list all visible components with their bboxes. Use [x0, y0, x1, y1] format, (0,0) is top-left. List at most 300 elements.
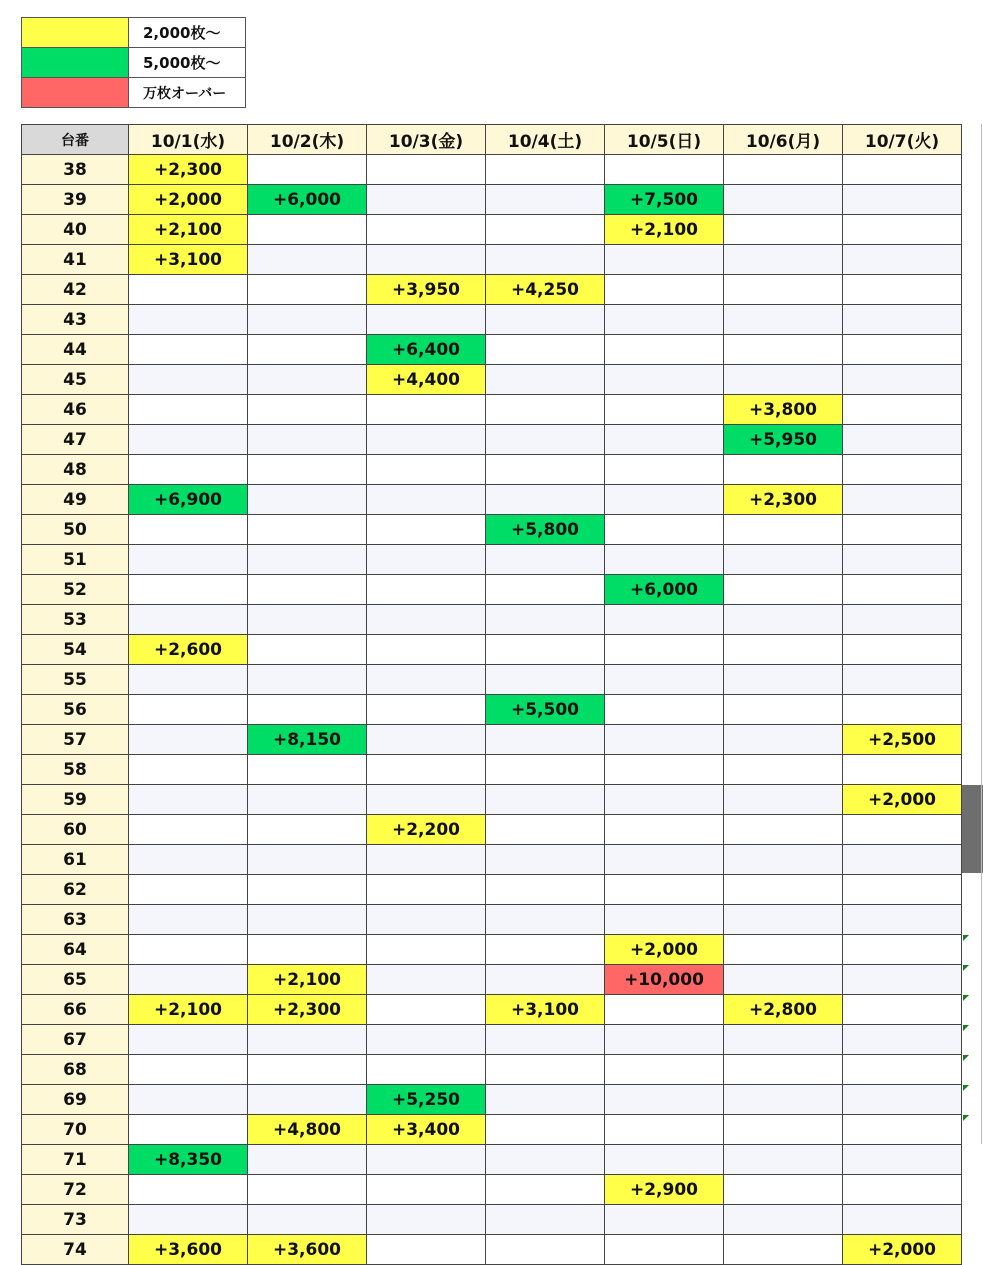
- result-cell[interactable]: [605, 1085, 724, 1115]
- result-cell[interactable]: [605, 605, 724, 635]
- result-cell[interactable]: [843, 1145, 962, 1175]
- result-cell[interactable]: [843, 395, 962, 425]
- result-cell[interactable]: [129, 785, 248, 815]
- machine-number[interactable]: 62: [22, 875, 129, 905]
- machine-number[interactable]: 60: [22, 815, 129, 845]
- machine-number[interactable]: 64: [22, 935, 129, 965]
- machine-number[interactable]: 43: [22, 305, 129, 335]
- result-cell[interactable]: [605, 365, 724, 395]
- result-cell[interactable]: [248, 1175, 367, 1205]
- result-cell[interactable]: [367, 845, 486, 875]
- result-cell[interactable]: [129, 305, 248, 335]
- result-cell[interactable]: [486, 215, 605, 245]
- result-cell[interactable]: +8,350: [129, 1145, 248, 1175]
- result-cell[interactable]: [486, 1055, 605, 1085]
- result-cell[interactable]: [486, 815, 605, 845]
- result-cell[interactable]: [486, 755, 605, 785]
- machine-number[interactable]: 63: [22, 905, 129, 935]
- result-cell[interactable]: [843, 155, 962, 185]
- result-cell[interactable]: [843, 245, 962, 275]
- result-cell[interactable]: [843, 635, 962, 665]
- result-cell[interactable]: [248, 935, 367, 965]
- result-cell[interactable]: [843, 665, 962, 695]
- result-cell[interactable]: +2,600: [129, 635, 248, 665]
- result-cell[interactable]: [724, 1145, 843, 1175]
- result-cell[interactable]: [843, 1055, 962, 1085]
- result-cell[interactable]: [605, 305, 724, 335]
- result-cell[interactable]: [724, 455, 843, 485]
- result-cell[interactable]: [605, 485, 724, 515]
- result-cell[interactable]: [724, 215, 843, 245]
- result-cell[interactable]: [486, 395, 605, 425]
- result-cell[interactable]: [248, 635, 367, 665]
- result-cell[interactable]: [605, 755, 724, 785]
- result-cell[interactable]: +10,000: [605, 965, 724, 995]
- machine-number[interactable]: 67: [22, 1025, 129, 1055]
- result-cell[interactable]: [129, 545, 248, 575]
- result-cell[interactable]: [129, 845, 248, 875]
- result-cell[interactable]: [486, 545, 605, 575]
- result-cell[interactable]: [605, 845, 724, 875]
- result-cell[interactable]: [486, 665, 605, 695]
- machine-number[interactable]: 49: [22, 485, 129, 515]
- result-cell[interactable]: [367, 605, 486, 635]
- machine-number[interactable]: 40: [22, 215, 129, 245]
- result-cell[interactable]: +4,800: [248, 1115, 367, 1145]
- result-cell[interactable]: +3,100: [486, 995, 605, 1025]
- result-cell[interactable]: [724, 1025, 843, 1055]
- result-cell[interactable]: [367, 1235, 486, 1265]
- result-cell[interactable]: [486, 575, 605, 605]
- result-cell[interactable]: [724, 545, 843, 575]
- machine-number[interactable]: 56: [22, 695, 129, 725]
- result-cell[interactable]: [129, 515, 248, 545]
- result-cell[interactable]: [129, 605, 248, 635]
- machine-number[interactable]: 53: [22, 605, 129, 635]
- machine-number[interactable]: 59: [22, 785, 129, 815]
- result-cell[interactable]: [129, 455, 248, 485]
- result-cell[interactable]: [724, 605, 843, 635]
- result-cell[interactable]: [486, 485, 605, 515]
- result-cell[interactable]: [486, 335, 605, 365]
- result-cell[interactable]: +4,400: [367, 365, 486, 395]
- result-cell[interactable]: [843, 365, 962, 395]
- result-cell[interactable]: [486, 365, 605, 395]
- result-cell[interactable]: [724, 875, 843, 905]
- result-cell[interactable]: [129, 875, 248, 905]
- machine-number[interactable]: 45: [22, 365, 129, 395]
- result-cell[interactable]: +6,400: [367, 335, 486, 365]
- result-cell[interactable]: [248, 485, 367, 515]
- machine-number[interactable]: 42: [22, 275, 129, 305]
- result-cell[interactable]: [605, 1205, 724, 1235]
- result-cell[interactable]: [486, 155, 605, 185]
- result-cell[interactable]: +3,950: [367, 275, 486, 305]
- result-cell[interactable]: [486, 1175, 605, 1205]
- result-cell[interactable]: [486, 725, 605, 755]
- result-cell[interactable]: [724, 1115, 843, 1145]
- result-cell[interactable]: +3,400: [367, 1115, 486, 1145]
- result-cell[interactable]: +2,000: [843, 1235, 962, 1265]
- result-cell[interactable]: [367, 395, 486, 425]
- result-cell[interactable]: [486, 965, 605, 995]
- result-cell[interactable]: [486, 935, 605, 965]
- result-cell[interactable]: [367, 425, 486, 455]
- result-cell[interactable]: [843, 875, 962, 905]
- result-cell[interactable]: [486, 245, 605, 275]
- result-cell[interactable]: [367, 185, 486, 215]
- machine-number[interactable]: 69: [22, 1085, 129, 1115]
- result-cell[interactable]: [605, 905, 724, 935]
- table-row: [22, 695, 962, 725]
- result-cell[interactable]: [843, 275, 962, 305]
- result-cell[interactable]: [724, 305, 843, 335]
- result-cell[interactable]: [605, 1115, 724, 1145]
- result-cell[interactable]: [129, 935, 248, 965]
- machine-number[interactable]: 41: [22, 245, 129, 275]
- result-cell[interactable]: [843, 815, 962, 845]
- result-cell[interactable]: +2,100: [129, 995, 248, 1025]
- result-cell[interactable]: [724, 1085, 843, 1115]
- scrollbar-thumb[interactable]: [962, 785, 983, 873]
- result-cell[interactable]: [724, 155, 843, 185]
- machine-number[interactable]: 50: [22, 515, 129, 545]
- result-cell[interactable]: +6,900: [129, 485, 248, 515]
- result-cell[interactable]: [486, 425, 605, 455]
- result-cell[interactable]: [129, 905, 248, 935]
- result-cell[interactable]: [843, 605, 962, 635]
- result-cell[interactable]: [129, 815, 248, 845]
- result-cell[interactable]: [486, 1145, 605, 1175]
- result-cell[interactable]: [486, 905, 605, 935]
- result-cell[interactable]: [367, 245, 486, 275]
- result-cell[interactable]: +8,150: [248, 725, 367, 755]
- machine-number[interactable]: 55: [22, 665, 129, 695]
- machine-number[interactable]: 65: [22, 965, 129, 995]
- result-cell[interactable]: [129, 1055, 248, 1085]
- result-cell[interactable]: [486, 185, 605, 215]
- result-cell[interactable]: [248, 755, 367, 785]
- result-cell[interactable]: [367, 785, 486, 815]
- machine-number[interactable]: 38: [22, 155, 129, 185]
- result-cell[interactable]: [843, 1115, 962, 1145]
- result-cell[interactable]: [724, 695, 843, 725]
- result-cell[interactable]: [248, 425, 367, 455]
- result-cell[interactable]: [843, 515, 962, 545]
- result-cell[interactable]: [248, 875, 367, 905]
- result-cell[interactable]: [724, 575, 843, 605]
- result-cell[interactable]: [367, 755, 486, 785]
- machine-number[interactable]: 54: [22, 635, 129, 665]
- result-cell[interactable]: [843, 215, 962, 245]
- result-cell[interactable]: [248, 275, 367, 305]
- machine-number[interactable]: 72: [22, 1175, 129, 1205]
- result-cell[interactable]: [486, 455, 605, 485]
- result-cell[interactable]: +2,000: [843, 785, 962, 815]
- result-cell[interactable]: [843, 305, 962, 335]
- result-cell[interactable]: [486, 845, 605, 875]
- machine-number[interactable]: 46: [22, 395, 129, 425]
- result-cell[interactable]: [129, 395, 248, 425]
- result-cell[interactable]: [605, 275, 724, 305]
- result-cell[interactable]: [248, 905, 367, 935]
- result-cell[interactable]: [248, 395, 367, 425]
- result-cell[interactable]: +5,250: [367, 1085, 486, 1115]
- result-cell[interactable]: [367, 905, 486, 935]
- result-cell[interactable]: [724, 935, 843, 965]
- result-cell[interactable]: [367, 635, 486, 665]
- result-cell[interactable]: [724, 515, 843, 545]
- machine-number[interactable]: 47: [22, 425, 129, 455]
- result-cell[interactable]: [129, 695, 248, 725]
- result-cell[interactable]: [129, 725, 248, 755]
- result-cell[interactable]: [843, 845, 962, 875]
- result-cell[interactable]: [129, 1115, 248, 1145]
- result-cell[interactable]: +6,000: [605, 575, 724, 605]
- result-cell[interactable]: +5,500: [486, 695, 605, 725]
- result-cell[interactable]: [605, 1055, 724, 1085]
- result-cell[interactable]: [486, 1025, 605, 1055]
- result-cell[interactable]: [605, 995, 724, 1025]
- result-cell[interactable]: [248, 815, 367, 845]
- result-cell[interactable]: [129, 365, 248, 395]
- result-cell[interactable]: [248, 515, 367, 545]
- result-cell[interactable]: [129, 665, 248, 695]
- result-cell[interactable]: [724, 1175, 843, 1205]
- result-cell[interactable]: [486, 1085, 605, 1115]
- result-cell[interactable]: [367, 1175, 486, 1205]
- result-cell[interactable]: [605, 1235, 724, 1265]
- result-cell[interactable]: [605, 395, 724, 425]
- result-cell[interactable]: [248, 155, 367, 185]
- machine-number[interactable]: 48: [22, 455, 129, 485]
- result-cell[interactable]: [367, 1205, 486, 1235]
- result-cell[interactable]: [724, 755, 843, 785]
- result-cell[interactable]: [367, 875, 486, 905]
- result-cell[interactable]: [129, 965, 248, 995]
- result-cell[interactable]: [843, 335, 962, 365]
- result-cell[interactable]: [843, 695, 962, 725]
- result-cell[interactable]: [248, 845, 367, 875]
- result-cell[interactable]: [248, 545, 367, 575]
- result-cell[interactable]: [367, 215, 486, 245]
- result-cell[interactable]: [367, 155, 486, 185]
- result-cell[interactable]: [248, 365, 367, 395]
- result-cell[interactable]: [129, 425, 248, 455]
- result-cell[interactable]: +2,900: [605, 1175, 724, 1205]
- vertical-scrollbar[interactable]: [962, 124, 983, 1265]
- result-cell[interactable]: [248, 1145, 367, 1175]
- machine-number[interactable]: 57: [22, 725, 129, 755]
- result-cell[interactable]: +2,000: [129, 185, 248, 215]
- result-cell[interactable]: [724, 665, 843, 695]
- result-cell[interactable]: [843, 575, 962, 605]
- result-cell[interactable]: [605, 695, 724, 725]
- result-cell[interactable]: +4,250: [486, 275, 605, 305]
- result-cell[interactable]: +2,800: [724, 995, 843, 1025]
- result-cell[interactable]: [843, 995, 962, 1025]
- result-cell[interactable]: [605, 875, 724, 905]
- result-cell[interactable]: [248, 1055, 367, 1085]
- result-cell[interactable]: [367, 725, 486, 755]
- result-cell[interactable]: [843, 1025, 962, 1055]
- result-cell[interactable]: [605, 245, 724, 275]
- table-row: [22, 305, 962, 335]
- result-cell[interactable]: [486, 605, 605, 635]
- result-cell[interactable]: [248, 665, 367, 695]
- result-cell[interactable]: [486, 1235, 605, 1265]
- result-cell[interactable]: [129, 1205, 248, 1235]
- result-cell[interactable]: [367, 485, 486, 515]
- result-cell[interactable]: [843, 755, 962, 785]
- result-cell[interactable]: [605, 815, 724, 845]
- result-cell[interactable]: +6,000: [248, 185, 367, 215]
- result-cell[interactable]: +7,500: [605, 185, 724, 215]
- result-cell[interactable]: [248, 1025, 367, 1055]
- result-cell[interactable]: [843, 905, 962, 935]
- result-cell[interactable]: +3,600: [129, 1235, 248, 1265]
- result-cell[interactable]: [367, 455, 486, 485]
- result-cell[interactable]: [724, 1235, 843, 1265]
- result-cell[interactable]: [724, 335, 843, 365]
- machine-number[interactable]: 66: [22, 995, 129, 1025]
- result-cell[interactable]: [248, 1085, 367, 1115]
- result-cell[interactable]: [843, 425, 962, 455]
- result-cell[interactable]: [248, 455, 367, 485]
- result-cell[interactable]: [605, 665, 724, 695]
- result-cell[interactable]: [724, 725, 843, 755]
- machine-number[interactable]: 73: [22, 1205, 129, 1235]
- result-cell[interactable]: [486, 785, 605, 815]
- result-cell[interactable]: [843, 965, 962, 995]
- result-cell[interactable]: [248, 785, 367, 815]
- result-cell[interactable]: [248, 245, 367, 275]
- result-cell[interactable]: [248, 1205, 367, 1235]
- result-cell[interactable]: [367, 695, 486, 725]
- result-cell[interactable]: [724, 785, 843, 815]
- machine-number[interactable]: 58: [22, 755, 129, 785]
- result-cell[interactable]: [843, 485, 962, 515]
- machine-number[interactable]: 74: [22, 1235, 129, 1265]
- result-cell[interactable]: [724, 1055, 843, 1085]
- result-cell[interactable]: [367, 545, 486, 575]
- result-cell[interactable]: [843, 185, 962, 215]
- result-cell[interactable]: +3,100: [129, 245, 248, 275]
- machine-number[interactable]: 70: [22, 1115, 129, 1145]
- machine-number[interactable]: 71: [22, 1145, 129, 1175]
- result-cell[interactable]: [248, 605, 367, 635]
- result-cell[interactable]: [367, 665, 486, 695]
- result-cell[interactable]: [129, 335, 248, 365]
- result-cell[interactable]: [248, 215, 367, 245]
- machine-number[interactable]: 51: [22, 545, 129, 575]
- result-cell[interactable]: [248, 305, 367, 335]
- result-cell[interactable]: [605, 635, 724, 665]
- result-cell[interactable]: [724, 185, 843, 215]
- result-cell[interactable]: +2,100: [129, 215, 248, 245]
- result-cell[interactable]: [724, 365, 843, 395]
- result-cell[interactable]: [367, 1145, 486, 1175]
- result-cell[interactable]: [486, 305, 605, 335]
- result-cell[interactable]: [248, 335, 367, 365]
- result-cell[interactable]: [843, 545, 962, 575]
- result-cell[interactable]: +2,300: [724, 485, 843, 515]
- result-cell[interactable]: [486, 1115, 605, 1145]
- result-cell[interactable]: [724, 1205, 843, 1235]
- result-cell[interactable]: [367, 995, 486, 1025]
- result-cell[interactable]: [129, 275, 248, 305]
- result-cell[interactable]: [605, 155, 724, 185]
- result-cell[interactable]: [843, 1205, 962, 1235]
- result-cell[interactable]: +2,100: [248, 965, 367, 995]
- result-cell[interactable]: [248, 695, 367, 725]
- result-cell[interactable]: +2,300: [248, 995, 367, 1025]
- result-cell[interactable]: +2,000: [605, 935, 724, 965]
- result-cell[interactable]: [724, 905, 843, 935]
- result-cell[interactable]: [367, 575, 486, 605]
- result-cell[interactable]: [367, 935, 486, 965]
- machine-number[interactable]: 44: [22, 335, 129, 365]
- result-cell[interactable]: [486, 1205, 605, 1235]
- result-cell[interactable]: [367, 965, 486, 995]
- result-cell[interactable]: +2,200: [367, 815, 486, 845]
- result-cell[interactable]: [367, 1025, 486, 1055]
- result-cell[interactable]: [724, 275, 843, 305]
- result-cell[interactable]: [129, 1175, 248, 1205]
- result-cell[interactable]: [129, 755, 248, 785]
- result-cell[interactable]: [367, 1055, 486, 1085]
- result-cell[interactable]: [605, 335, 724, 365]
- result-cell[interactable]: [843, 1175, 962, 1205]
- result-cell[interactable]: [724, 815, 843, 845]
- result-cell[interactable]: [605, 425, 724, 455]
- result-cell[interactable]: [486, 635, 605, 665]
- result-cell[interactable]: +3,800: [724, 395, 843, 425]
- result-cell[interactable]: +2,500: [843, 725, 962, 755]
- result-cell[interactable]: [367, 515, 486, 545]
- result-cell[interactable]: [724, 245, 843, 275]
- result-cell[interactable]: [605, 725, 724, 755]
- result-cell[interactable]: +5,950: [724, 425, 843, 455]
- machine-number[interactable]: 68: [22, 1055, 129, 1085]
- result-cell[interactable]: [843, 455, 962, 485]
- result-cell[interactable]: [129, 575, 248, 605]
- result-cell[interactable]: [367, 305, 486, 335]
- result-cell[interactable]: [605, 785, 724, 815]
- result-cell[interactable]: [605, 1145, 724, 1175]
- result-cell[interactable]: [605, 515, 724, 545]
- result-cell[interactable]: [129, 1025, 248, 1055]
- result-cell[interactable]: [605, 545, 724, 575]
- result-cell[interactable]: [843, 1085, 962, 1115]
- result-cell[interactable]: +2,100: [605, 215, 724, 245]
- result-cell[interactable]: [724, 845, 843, 875]
- result-cell[interactable]: [129, 1085, 248, 1115]
- machine-number[interactable]: 39: [22, 185, 129, 215]
- result-cell[interactable]: [605, 455, 724, 485]
- result-cell[interactable]: +5,800: [486, 515, 605, 545]
- result-cell[interactable]: [248, 575, 367, 605]
- machine-number[interactable]: 52: [22, 575, 129, 605]
- result-cell[interactable]: [843, 935, 962, 965]
- result-cell[interactable]: [724, 635, 843, 665]
- machine-number[interactable]: 61: [22, 845, 129, 875]
- result-cell[interactable]: +2,300: [129, 155, 248, 185]
- result-cell[interactable]: [486, 875, 605, 905]
- result-cell[interactable]: [724, 965, 843, 995]
- result-cell[interactable]: [605, 1025, 724, 1055]
- result-cell[interactable]: +3,600: [248, 1235, 367, 1265]
